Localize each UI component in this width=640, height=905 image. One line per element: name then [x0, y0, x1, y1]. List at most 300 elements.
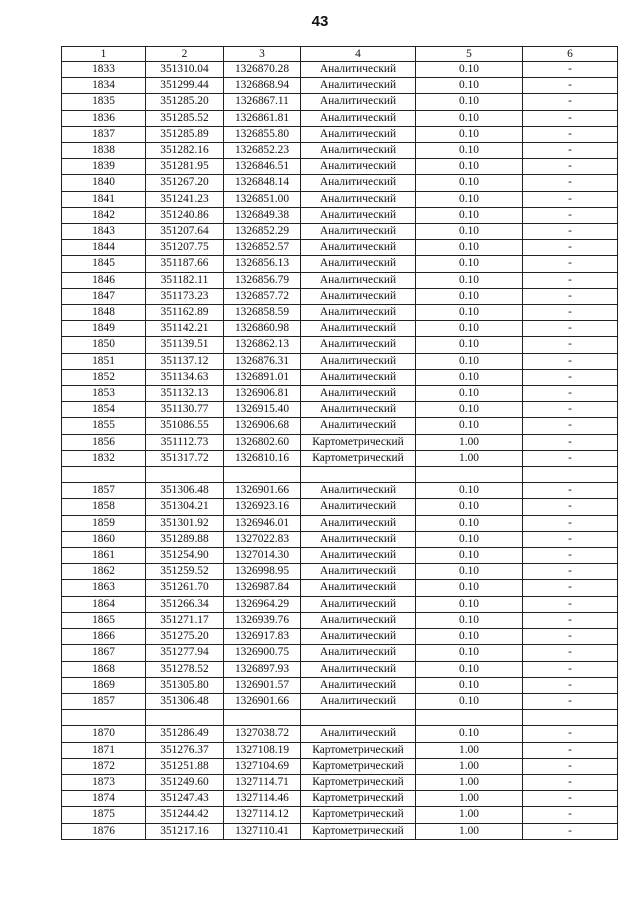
table-cell: 1.00 — [416, 758, 523, 774]
table-cell: 1844 — [62, 240, 146, 256]
table-cell: - — [523, 191, 618, 207]
table-cell: 1326917.83 — [224, 629, 301, 645]
table-cell: Аналитический — [301, 548, 416, 564]
table-cell: 0.10 — [416, 305, 523, 321]
table-row — [62, 612, 618, 628]
table-cell: 1864 — [62, 596, 146, 612]
table-cell: 0.10 — [416, 78, 523, 94]
table-cell: - — [523, 224, 618, 240]
table-cell: 351173.23 — [146, 288, 224, 304]
table-cell: 1840 — [62, 175, 146, 191]
table-row — [62, 531, 618, 547]
table-cell: - — [523, 126, 618, 142]
table-cell: 0.10 — [416, 726, 523, 742]
table-cell: 1326852.57 — [224, 240, 301, 256]
table-cell: 351142.21 — [146, 321, 224, 337]
table-row — [62, 774, 618, 790]
table-cell: 1326923.16 — [224, 499, 301, 515]
table-cell: Аналитический — [301, 483, 416, 499]
table-cell: 1867 — [62, 645, 146, 661]
table-cell: 1853 — [62, 386, 146, 402]
table-cell: - — [523, 321, 618, 337]
table-cell: Аналитический — [301, 207, 416, 223]
table-cell: 1326810.16 — [224, 450, 301, 466]
table-cell: - — [523, 807, 618, 823]
table-cell: 1854 — [62, 402, 146, 418]
table-cell: 0.10 — [416, 110, 523, 126]
table-cell: Картометрический — [301, 742, 416, 758]
table-cell: 0.10 — [416, 645, 523, 661]
table-cell: 1845 — [62, 256, 146, 272]
table-cell: - — [523, 548, 618, 564]
table-cell: 0.10 — [416, 580, 523, 596]
table-cell: - — [523, 240, 618, 256]
table-cell: 1837 — [62, 126, 146, 142]
table-cell: Аналитический — [301, 580, 416, 596]
table-cell: - — [523, 499, 618, 515]
table-cell — [146, 467, 224, 483]
table-cell: 1326849.38 — [224, 207, 301, 223]
table-cell: 351139.51 — [146, 337, 224, 353]
table-cell: 1326867.11 — [224, 94, 301, 110]
table-cell: 1326856.13 — [224, 256, 301, 272]
table-cell: 1857 — [62, 693, 146, 709]
table-cell: 1326901.66 — [224, 483, 301, 499]
table-cell: Аналитический — [301, 402, 416, 418]
table-cell: 1839 — [62, 159, 146, 175]
table-cell: 1326848.14 — [224, 175, 301, 191]
table-cell: Картометрический — [301, 774, 416, 790]
table-cell: - — [523, 823, 618, 839]
table-row — [62, 629, 618, 645]
table-cell: 1836 — [62, 110, 146, 126]
table-cell: 1326998.95 — [224, 564, 301, 580]
table-cell: 1326906.81 — [224, 386, 301, 402]
table-cell: - — [523, 758, 618, 774]
table-cell: 0.10 — [416, 596, 523, 612]
table-cell — [301, 467, 416, 483]
table-cell: 351187.66 — [146, 256, 224, 272]
table-cell: 1327022.83 — [224, 531, 301, 547]
table-cell: 0.10 — [416, 207, 523, 223]
table-row — [62, 321, 618, 337]
table-row — [62, 564, 618, 580]
table-cell: 1841 — [62, 191, 146, 207]
table-row — [62, 742, 618, 758]
table-cell: 1326868.94 — [224, 78, 301, 94]
table-cell: 1866 — [62, 629, 146, 645]
table-cell: 351317.72 — [146, 450, 224, 466]
table-cell: - — [523, 94, 618, 110]
table-cell: Картометрический — [301, 450, 416, 466]
table-cell: Аналитический — [301, 515, 416, 531]
table-cell: Аналитический — [301, 645, 416, 661]
table-cell: 0.10 — [416, 321, 523, 337]
table-cell: - — [523, 143, 618, 159]
table-cell: 1869 — [62, 677, 146, 693]
table-cell: 1843 — [62, 224, 146, 240]
table-cell: - — [523, 110, 618, 126]
table-cell: 1326846.51 — [224, 159, 301, 175]
table-cell: Картометрический — [301, 434, 416, 450]
table-cell: 351267.20 — [146, 175, 224, 191]
column-header: 1 — [62, 47, 146, 62]
table-row — [62, 499, 618, 515]
table-row — [62, 386, 618, 402]
table-cell: Аналитический — [301, 110, 416, 126]
table-cell: 1327114.12 — [224, 807, 301, 823]
table-cell: 0.10 — [416, 143, 523, 159]
table-cell: 351244.42 — [146, 807, 224, 823]
table-cell: Аналитический — [301, 726, 416, 742]
table-row — [62, 596, 618, 612]
table-cell: 1327114.71 — [224, 774, 301, 790]
table-cell — [523, 710, 618, 726]
table-cell: Аналитический — [301, 418, 416, 434]
table-cell: 1326852.23 — [224, 143, 301, 159]
table-row — [62, 483, 618, 499]
table-cell: 0.10 — [416, 564, 523, 580]
table-cell: - — [523, 726, 618, 742]
table-row — [62, 580, 618, 596]
table-cell: 1326861.81 — [224, 110, 301, 126]
table-cell: 1872 — [62, 758, 146, 774]
table-cell — [301, 710, 416, 726]
column-header: 6 — [523, 47, 618, 62]
table-cell: 351281.95 — [146, 159, 224, 175]
table-cell: 0.10 — [416, 531, 523, 547]
table-cell: Картометрический — [301, 791, 416, 807]
table-cell: 351254.90 — [146, 548, 224, 564]
table-cell: Аналитический — [301, 677, 416, 693]
table-cell: 1847 — [62, 288, 146, 304]
table-cell: 1326939.76 — [224, 612, 301, 628]
table-cell: Аналитический — [301, 629, 416, 645]
table-cell: 351277.94 — [146, 645, 224, 661]
table-cell: 0.10 — [416, 483, 523, 499]
table-cell: 0.10 — [416, 94, 523, 110]
table-cell: 351241.23 — [146, 191, 224, 207]
page-number: 43 — [311, 13, 329, 30]
table-cell: - — [523, 661, 618, 677]
table-cell: 1326855.80 — [224, 126, 301, 142]
table-cell: 1326891.01 — [224, 369, 301, 385]
table-row — [62, 126, 618, 142]
table-cell: 351278.52 — [146, 661, 224, 677]
table-cell: 1327038.72 — [224, 726, 301, 742]
table-cell: 1326876.31 — [224, 353, 301, 369]
table-row — [62, 418, 618, 434]
table-cell: 351286.49 — [146, 726, 224, 742]
table-row — [62, 823, 618, 839]
table-cell — [416, 467, 523, 483]
table-cell: Аналитический — [301, 693, 416, 709]
table-cell: - — [523, 337, 618, 353]
table-cell — [224, 467, 301, 483]
table-cell: Аналитический — [301, 78, 416, 94]
table-cell: 1856 — [62, 434, 146, 450]
table-row — [62, 661, 618, 677]
table-row — [62, 305, 618, 321]
table-cell: 0.10 — [416, 499, 523, 515]
table-cell: 0.10 — [416, 191, 523, 207]
table-header-row — [62, 47, 618, 62]
table-cell: 351182.11 — [146, 272, 224, 288]
table-cell: 351249.60 — [146, 774, 224, 790]
table-cell: - — [523, 596, 618, 612]
table-row — [62, 434, 618, 450]
table-cell: - — [523, 272, 618, 288]
table-cell: 1327104.69 — [224, 758, 301, 774]
table-row — [62, 726, 618, 742]
table-row — [62, 191, 618, 207]
table-cell: 351207.64 — [146, 224, 224, 240]
table-cell: 351275.20 — [146, 629, 224, 645]
table-cell: 1327110.41 — [224, 823, 301, 839]
table-cell: 1.00 — [416, 807, 523, 823]
table-row — [62, 94, 618, 110]
table-row — [62, 159, 618, 175]
table-cell: 0.10 — [416, 240, 523, 256]
table-row — [62, 402, 618, 418]
table-cell: Аналитический — [301, 288, 416, 304]
table-row — [62, 256, 618, 272]
table-cell: 351162.89 — [146, 305, 224, 321]
table-cell: 1.00 — [416, 823, 523, 839]
table-cell: 0.10 — [416, 256, 523, 272]
table-cell: 1861 — [62, 548, 146, 564]
table-cell: - — [523, 645, 618, 661]
table-cell: 351285.52 — [146, 110, 224, 126]
table-cell: Аналитический — [301, 175, 416, 191]
table-cell: - — [523, 742, 618, 758]
table-cell: Аналитический — [301, 224, 416, 240]
table-cell: 1.00 — [416, 774, 523, 790]
table-cell: 351301.92 — [146, 515, 224, 531]
table-cell: 0.10 — [416, 661, 523, 677]
table-cell: 1326862.13 — [224, 337, 301, 353]
table-cell: 1326870.28 — [224, 62, 301, 78]
table-cell: Аналитический — [301, 531, 416, 547]
table-cell: Аналитический — [301, 256, 416, 272]
table-cell: 0.10 — [416, 288, 523, 304]
table-cell: 1326901.57 — [224, 677, 301, 693]
table-row — [62, 288, 618, 304]
table-cell: Аналитический — [301, 143, 416, 159]
table-row — [62, 240, 618, 256]
table-cell: Аналитический — [301, 596, 416, 612]
table-cell: Аналитический — [301, 240, 416, 256]
table-cell: 1848 — [62, 305, 146, 321]
table-cell: 1873 — [62, 774, 146, 790]
table-cell: 351305.80 — [146, 677, 224, 693]
table-cell: 1871 — [62, 742, 146, 758]
table-cell: 1326858.59 — [224, 305, 301, 321]
table-cell: - — [523, 677, 618, 693]
table-row — [62, 337, 618, 353]
table-cell: 1874 — [62, 791, 146, 807]
table-cell: 1326915.40 — [224, 402, 301, 418]
table-cell: 351285.89 — [146, 126, 224, 142]
table-cell: 351310.04 — [146, 62, 224, 78]
table-row — [62, 272, 618, 288]
table-cell: 0.10 — [416, 402, 523, 418]
table-row — [62, 175, 618, 191]
table-cell: - — [523, 78, 618, 94]
table-cell: 1855 — [62, 418, 146, 434]
table-cell — [62, 467, 146, 483]
table-cell: 1832 — [62, 450, 146, 466]
column-header: 2 — [146, 47, 224, 62]
column-header: 3 — [224, 47, 301, 62]
table-row — [62, 110, 618, 126]
table-row — [62, 548, 618, 564]
table-cell: 351306.48 — [146, 483, 224, 499]
table-cell: - — [523, 369, 618, 385]
table-cell: 1870 — [62, 726, 146, 742]
table-cell: 1842 — [62, 207, 146, 223]
table-cell: 1326857.72 — [224, 288, 301, 304]
table-cell: 1326860.98 — [224, 321, 301, 337]
table-cell: 1852 — [62, 369, 146, 385]
table-body — [62, 62, 618, 840]
table-cell: Аналитический — [301, 321, 416, 337]
table-cell: 1863 — [62, 580, 146, 596]
table-cell: 1326906.68 — [224, 418, 301, 434]
table-cell: - — [523, 159, 618, 175]
table-cell: 1876 — [62, 823, 146, 839]
table-row — [62, 807, 618, 823]
table-cell: 1857 — [62, 483, 146, 499]
table-cell: 1327108.19 — [224, 742, 301, 758]
coordinates-table — [61, 46, 618, 840]
table-cell: 0.10 — [416, 126, 523, 142]
table-cell: 351086.55 — [146, 418, 224, 434]
table-row — [62, 224, 618, 240]
column-header: 5 — [416, 47, 523, 62]
table-cell: - — [523, 207, 618, 223]
table-cell: 1326897.93 — [224, 661, 301, 677]
table-cell — [146, 710, 224, 726]
table-cell: 1327014.30 — [224, 548, 301, 564]
table-cell: - — [523, 386, 618, 402]
table-row — [62, 207, 618, 223]
column-header: 4 — [301, 47, 416, 62]
table-cell: - — [523, 450, 618, 466]
table-cell: - — [523, 62, 618, 78]
table-cell: 351207.75 — [146, 240, 224, 256]
table-row — [62, 693, 618, 709]
table-cell: - — [523, 483, 618, 499]
table-cell: 1326900.75 — [224, 645, 301, 661]
table-cell: 1327114.46 — [224, 791, 301, 807]
table-cell: 1326946.01 — [224, 515, 301, 531]
table-cell: 1833 — [62, 62, 146, 78]
table-cell: 351137.12 — [146, 353, 224, 369]
table-cell: 1.00 — [416, 791, 523, 807]
table-cell: 1.00 — [416, 450, 523, 466]
table-cell: 0.10 — [416, 224, 523, 240]
table-cell: 351217.16 — [146, 823, 224, 839]
table-row — [62, 758, 618, 774]
table-cell: 1326802.60 — [224, 434, 301, 450]
table-cell: - — [523, 612, 618, 628]
table-cell: Аналитический — [301, 126, 416, 142]
table-cell: Аналитический — [301, 305, 416, 321]
table-cell: - — [523, 288, 618, 304]
table-cell: Аналитический — [301, 159, 416, 175]
table-cell: 351289.88 — [146, 531, 224, 547]
table-cell: 351261.70 — [146, 580, 224, 596]
table-cell: 0.10 — [416, 386, 523, 402]
table-cell: Аналитический — [301, 94, 416, 110]
table-row — [62, 791, 618, 807]
table-spacer-row — [62, 710, 618, 726]
table-cell: 1849 — [62, 321, 146, 337]
table-cell: 0.10 — [416, 418, 523, 434]
table-cell: 0.10 — [416, 159, 523, 175]
table-cell: 351285.20 — [146, 94, 224, 110]
table-cell: - — [523, 353, 618, 369]
table-cell: Аналитический — [301, 191, 416, 207]
table-cell — [523, 467, 618, 483]
table-cell: Аналитический — [301, 353, 416, 369]
table-cell: - — [523, 580, 618, 596]
table-cell: 1326851.00 — [224, 191, 301, 207]
table-cell: 0.10 — [416, 337, 523, 353]
table-cell: - — [523, 305, 618, 321]
table-cell: 1326901.66 — [224, 693, 301, 709]
table-cell: Аналитический — [301, 612, 416, 628]
table-cell: 0.10 — [416, 369, 523, 385]
table-cell: 351271.17 — [146, 612, 224, 628]
table-cell: Аналитический — [301, 62, 416, 78]
table-cell: 0.10 — [416, 693, 523, 709]
table-spacer-row — [62, 467, 618, 483]
table-cell: 1838 — [62, 143, 146, 159]
table-cell: 351130.77 — [146, 402, 224, 418]
table-cell: 351299.44 — [146, 78, 224, 94]
table-cell: Аналитический — [301, 337, 416, 353]
table-cell: 351134.63 — [146, 369, 224, 385]
table-cell: 1.00 — [416, 742, 523, 758]
table-cell: 1865 — [62, 612, 146, 628]
table-cell: 1875 — [62, 807, 146, 823]
table-cell: 0.10 — [416, 548, 523, 564]
table-cell: 351112.73 — [146, 434, 224, 450]
table-cell: - — [523, 531, 618, 547]
table-cell: 1859 — [62, 515, 146, 531]
table-cell: 351259.52 — [146, 564, 224, 580]
table-row — [62, 143, 618, 159]
table-row — [62, 369, 618, 385]
table-cell: 0.10 — [416, 62, 523, 78]
table-cell: 0.10 — [416, 612, 523, 628]
table-cell: Картометрический — [301, 823, 416, 839]
table-cell: 351132.13 — [146, 386, 224, 402]
table-cell: - — [523, 629, 618, 645]
table-cell: Аналитический — [301, 386, 416, 402]
table-cell: 351251.88 — [146, 758, 224, 774]
table-cell: 1850 — [62, 337, 146, 353]
table-cell: 351304.21 — [146, 499, 224, 515]
table-cell: - — [523, 256, 618, 272]
table-cell: 351247.43 — [146, 791, 224, 807]
table-cell — [62, 710, 146, 726]
table-cell: 1326964.29 — [224, 596, 301, 612]
table-cell: 0.10 — [416, 677, 523, 693]
table-row — [62, 677, 618, 693]
